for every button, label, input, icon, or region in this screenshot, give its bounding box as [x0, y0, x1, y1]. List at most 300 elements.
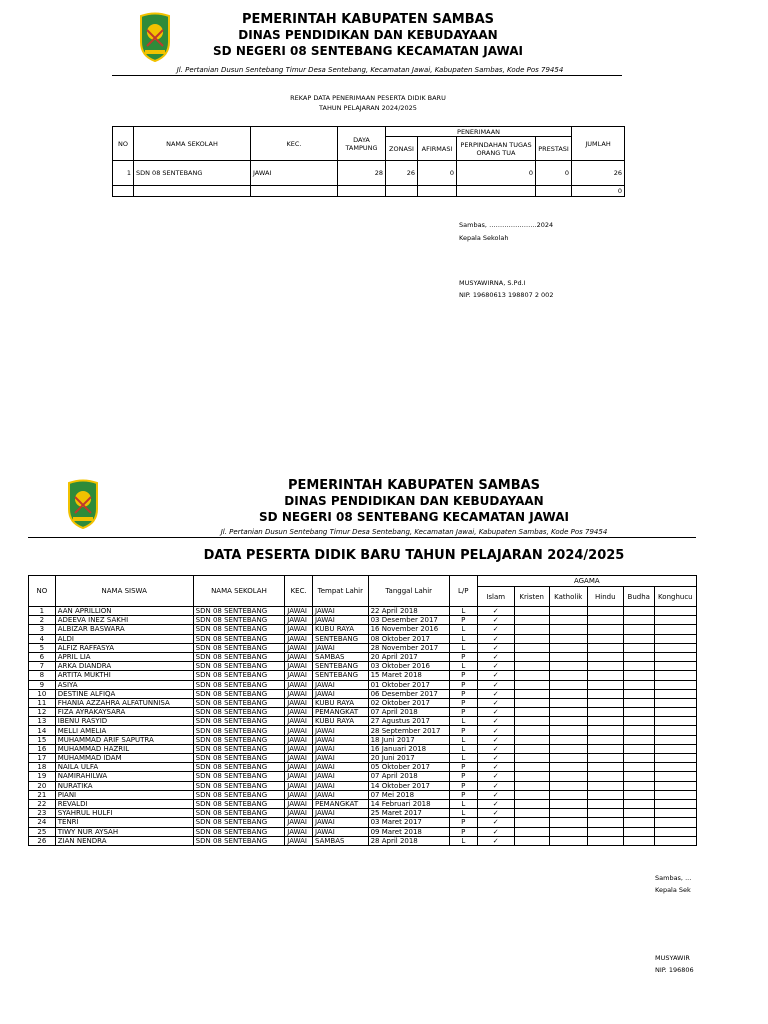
cell-religion-empty [623, 662, 654, 671]
cell-religion-empty [623, 827, 654, 836]
cell-date: 07 April 2018 [368, 708, 449, 717]
cell-date: 16 November 2016 [368, 625, 449, 634]
cell-religion-empty [654, 754, 696, 763]
cell-religion-empty [549, 717, 587, 726]
cell-religion-empty [549, 781, 587, 790]
cell-school: SDN 08 SENTEBANG [193, 763, 285, 772]
cell-kec: JAWAI [285, 754, 313, 763]
cell-islam: ✓ [477, 726, 514, 735]
cell-religion-empty [587, 809, 623, 818]
header-no: NO [29, 576, 56, 607]
students-table [28, 575, 697, 846]
cell-lp: L [449, 836, 477, 845]
cell-date: 09 Maret 2018 [368, 827, 449, 836]
cell-religion-empty [623, 790, 654, 799]
cell-islam: ✓ [477, 643, 514, 652]
cell-lp: L [449, 607, 477, 616]
table-row [29, 754, 697, 763]
cell-religion-empty [654, 717, 696, 726]
cell-religion-empty [549, 662, 587, 671]
cell-lp: P [449, 671, 477, 680]
cell-islam: ✓ [477, 625, 514, 634]
cell-kec: JAWAI [285, 717, 313, 726]
cell-lp: L [449, 744, 477, 753]
cell-no: 3 [29, 625, 56, 634]
cell-lp: L [449, 634, 477, 643]
cell-religion-empty [514, 754, 549, 763]
cell-no: 8 [29, 671, 56, 680]
cell-religion-empty [587, 643, 623, 652]
cell-religion-empty [587, 689, 623, 698]
cell-lp: P [449, 781, 477, 790]
cell-date: 14 Februari 2018 [368, 799, 449, 808]
cell-religion-empty [587, 662, 623, 671]
cell-name: SYAHRUL HULFI [55, 809, 193, 818]
cell-islam: ✓ [477, 689, 514, 698]
cell-no: 7 [29, 662, 56, 671]
cell-name: NURATIKA [55, 781, 193, 790]
cell-name: DESTINE ALFIQA [55, 689, 193, 698]
cell-religion-empty [549, 799, 587, 808]
cell-no: 6 [29, 652, 56, 661]
cell-name: ARTITA MUKTHI [55, 671, 193, 680]
signature-nip: NIP. 196806 [655, 966, 694, 974]
cell-kec: JAWAI [285, 790, 313, 799]
cell-religion-empty [654, 652, 696, 661]
cell-date: 15 Maret 2018 [368, 671, 449, 680]
cell-religion-empty [623, 643, 654, 652]
cell-religion-empty [549, 726, 587, 735]
signature-role: Kepala Sekolah [459, 234, 509, 242]
cell-religion-empty [623, 625, 654, 634]
cell-place: KUBU RAYA [313, 717, 369, 726]
cell-name: ASIYA [55, 680, 193, 689]
header-religion-budha: Budha [623, 587, 654, 607]
rekap-header-no: NO [113, 127, 134, 161]
cell-religion-empty [623, 708, 654, 717]
rekap-total: 0 [572, 186, 625, 197]
cell-religion-empty [549, 643, 587, 652]
cell-school: SDN 08 SENTEBANG [193, 726, 285, 735]
cell-religion-empty [654, 790, 696, 799]
cell-no: 24 [29, 818, 56, 827]
cell-religion-empty [654, 607, 696, 616]
signature-date: Sambas, ………………….2024 [459, 221, 554, 229]
cell-religion-empty [587, 735, 623, 744]
cell-name: PIANI [55, 790, 193, 799]
cell-no: 4 [29, 634, 56, 643]
cell-name: REVALDI [55, 799, 193, 808]
cell-kec: JAWAI [285, 625, 313, 634]
cell-name: MUHAMMAD ARIF SAPUTRA [55, 735, 193, 744]
cell-religion-empty [587, 772, 623, 781]
cell-religion-empty [514, 772, 549, 781]
cell-religion-empty [623, 763, 654, 772]
cell-name: ALBIZAR BASWARA [55, 625, 193, 634]
table-row [29, 809, 697, 818]
cell-place: JAWAI [313, 818, 369, 827]
cell-religion-empty [587, 717, 623, 726]
table-row [29, 763, 697, 772]
cell-religion-empty [654, 662, 696, 671]
cell-school: SDN 08 SENTEBANG [193, 625, 285, 634]
cell-religion-empty [654, 726, 696, 735]
cell-name: FHANIA AZZAHRA ALFATUNNISA [55, 698, 193, 707]
header-student-name: NAMA SISWA [55, 576, 193, 607]
cell-place: JAWAI [313, 689, 369, 698]
cell-no: 15 [29, 735, 56, 744]
rekap-header-perpindahan: PERPINDAHAN TUGAS ORANG TUA [457, 137, 536, 161]
cell-lp: L [449, 643, 477, 652]
cell-religion-empty [587, 698, 623, 707]
header-address: Jl. Pertanian Dusun Sentebang Timur Desa Sentebang, Kecamatan Jawai, Kabupaten Sambas, Kode Pos 79454 [176, 66, 564, 74]
cell-no: 20 [29, 781, 56, 790]
rekap-header-jumlah: JUMLAH [572, 127, 625, 161]
cell-religion-empty [654, 625, 696, 634]
cell-religion-empty [587, 763, 623, 772]
cell-school: SDN 08 SENTEBANG [193, 698, 285, 707]
cell-no: 21 [29, 790, 56, 799]
cell-school: SDN 08 SENTEBANG [193, 836, 285, 845]
cell-religion-empty [587, 607, 623, 616]
cell-place: JAWAI [313, 680, 369, 689]
cell-religion-empty [623, 818, 654, 827]
rekap-row: 1 SDN 08 SENTEBANG JAWAI 28 26 0 0 0 26 [113, 161, 625, 186]
cell-place: JAWAI [313, 790, 369, 799]
cell-school: SDN 08 SENTEBANG [193, 643, 285, 652]
cell-religion-empty [587, 836, 623, 845]
cell-religion-empty [549, 836, 587, 845]
cell-religion-empty [654, 680, 696, 689]
cell-religion-empty [623, 772, 654, 781]
cell-kec: JAWAI [285, 781, 313, 790]
cell-place: JAWAI [313, 763, 369, 772]
cell-kec: JAWAI [285, 689, 313, 698]
cell-religion-empty [514, 607, 549, 616]
cell-date: 27 Agustus 2017 [368, 717, 449, 726]
cell-kec: JAWAI [285, 735, 313, 744]
cell-religion-empty [623, 836, 654, 845]
table-row [29, 799, 697, 808]
cell-religion-empty [549, 827, 587, 836]
cell-no: 14 [29, 726, 56, 735]
cell-islam: ✓ [477, 763, 514, 772]
cell-place: PEMANGKAT [313, 708, 369, 717]
cell-no: 5 [29, 643, 56, 652]
cell-name: MUHAMMAD IDAM [55, 754, 193, 763]
cell-religion-empty [654, 809, 696, 818]
cell-islam: ✓ [477, 708, 514, 717]
cell-date: 18 Juni 2017 [368, 735, 449, 744]
cell-no: 10 [29, 689, 56, 698]
cell-islam: ✓ [477, 607, 514, 616]
cell-lp: L [449, 717, 477, 726]
cell-religion-empty [654, 763, 696, 772]
cell-religion-empty [623, 735, 654, 744]
cell-place: JAWAI [313, 607, 369, 616]
cell-place: SENTEBANG [313, 671, 369, 680]
cell-no: 11 [29, 698, 56, 707]
table-row [29, 643, 697, 652]
cell-islam: ✓ [477, 671, 514, 680]
table-row [29, 781, 697, 790]
cell-religion-empty [587, 726, 623, 735]
cell-religion-empty [654, 836, 696, 845]
table-row [29, 772, 697, 781]
cell-religion-empty [514, 689, 549, 698]
cell-date: 20 Juni 2017 [368, 754, 449, 763]
cell-lp: P [449, 652, 477, 661]
header-religion: AGAMA [477, 576, 696, 587]
cell-kec: JAWAI [285, 607, 313, 616]
cell-lp: P [449, 827, 477, 836]
table-row [29, 625, 697, 634]
cell-date: 08 Oktober 2017 [368, 634, 449, 643]
cell-islam: ✓ [477, 836, 514, 845]
table-row [29, 671, 697, 680]
cell-kec: JAWAI [285, 818, 313, 827]
cell-religion-empty [514, 698, 549, 707]
cell-religion-empty [549, 634, 587, 643]
cell-no: 9 [29, 680, 56, 689]
cell-religion-empty [549, 818, 587, 827]
cell-religion-empty [623, 671, 654, 680]
cell-place: JAWAI [313, 726, 369, 735]
cell-name: IBENU RASYID [55, 717, 193, 726]
cell-name: ARKA DIANDRA [55, 662, 193, 671]
rekap-header-school: NAMA SEKOLAH [134, 127, 251, 161]
cell-religion-empty [587, 625, 623, 634]
cell-name: ZIAN NENDRA [55, 836, 193, 845]
cell-no: 25 [29, 827, 56, 836]
cell-place: JAWAI [313, 744, 369, 753]
header-birthdate: Tanggal Lahir [368, 576, 449, 607]
cell-religion-empty [623, 607, 654, 616]
signature-date: Sambas, ... [655, 874, 692, 882]
rekap-header-capacity: DAYA TAMPUNG [338, 127, 386, 161]
cell-islam: ✓ [477, 662, 514, 671]
cell-kec: JAWAI [285, 744, 313, 753]
data-peserta-title: DATA PESERTA DIDIK BARU TAHUN PELAJARAN 2024/2025 [203, 548, 625, 563]
cell-religion-empty [514, 744, 549, 753]
cell-kec: JAWAI [285, 671, 313, 680]
cell-religion-empty [514, 827, 549, 836]
table-row [29, 827, 697, 836]
header-school: SD NEGERI 08 SENTEBANG KECAMATAN JAWAI [213, 44, 523, 58]
cell-religion-empty [623, 809, 654, 818]
header-address: Jl. Pertanian Dusun Sentebang Timur Desa Sentebang, Kecamatan Jawai, Kabupaten Sambas, Kode Pos 79454 [220, 528, 608, 536]
table-row [29, 698, 697, 707]
cell-lp: P [449, 763, 477, 772]
cell-religion-empty [654, 643, 696, 652]
cell-kec: JAWAI [285, 799, 313, 808]
cell-religion-empty [587, 616, 623, 625]
cell-name: ALDI [55, 634, 193, 643]
cell-no: 17 [29, 754, 56, 763]
cell-place: SAMBAS [313, 836, 369, 845]
cell-date: 07 April 2018 [368, 772, 449, 781]
cell-place: JAWAI [313, 754, 369, 763]
cell-kec: JAWAI [285, 827, 313, 836]
header-school: SD NEGERI 08 SENTEBANG KECAMATAN JAWAI [259, 510, 569, 524]
header-religion-konghucu: Konghucu [654, 587, 696, 607]
cell-date: 03 Desember 2017 [368, 616, 449, 625]
cell-religion-empty [654, 735, 696, 744]
table-row [29, 735, 697, 744]
cell-religion-empty [549, 790, 587, 799]
table-row [29, 790, 697, 799]
cell-religion-empty [514, 763, 549, 772]
cell-religion-empty [514, 671, 549, 680]
table-row [29, 689, 697, 698]
cell-religion-empty [654, 772, 696, 781]
cell-religion-empty [587, 754, 623, 763]
header-religion-kristen: Kristen [514, 587, 549, 607]
cell-date: 25 Maret 2017 [368, 809, 449, 818]
header-gender: L/P [449, 576, 477, 607]
cell-name: NAMIRAHILWA [55, 772, 193, 781]
cell-religion-empty [549, 754, 587, 763]
header-divider [112, 75, 622, 76]
cell-religion-empty [587, 799, 623, 808]
cell-kec: JAWAI [285, 763, 313, 772]
cell-religion-empty [587, 790, 623, 799]
cell-date: 02 Oktober 2017 [368, 698, 449, 707]
cell-religion-empty [549, 607, 587, 616]
cell-religion-empty [587, 671, 623, 680]
table-row [29, 634, 697, 643]
table-row [29, 726, 697, 735]
cell-religion-empty [549, 680, 587, 689]
signature-name: MUSYAWIRNA, S.Pd.I [459, 279, 526, 287]
cell-religion-empty [623, 689, 654, 698]
cell-religion-empty [549, 708, 587, 717]
cell-islam: ✓ [477, 799, 514, 808]
cell-kec: JAWAI [285, 652, 313, 661]
cell-religion-empty [623, 698, 654, 707]
rekap-header-afirmasi: AFIRMASI [418, 137, 457, 161]
cell-islam: ✓ [477, 616, 514, 625]
cell-lp: P [449, 708, 477, 717]
cell-place: JAWAI [313, 827, 369, 836]
cell-religion-empty [549, 671, 587, 680]
cell-islam: ✓ [477, 818, 514, 827]
header-government: PEMERINTAH KABUPATEN SAMBAS [287, 478, 541, 493]
cell-kec: JAWAI [285, 643, 313, 652]
cell-islam: ✓ [477, 698, 514, 707]
header-religion-islam: Islam [477, 587, 514, 607]
cell-date: 28 November 2017 [368, 643, 449, 652]
cell-place: SENTEBANG [313, 662, 369, 671]
cell-religion-empty [654, 799, 696, 808]
cell-school: SDN 08 SENTEBANG [193, 662, 285, 671]
cell-islam: ✓ [477, 717, 514, 726]
cell-place: KUBU RAYA [313, 698, 369, 707]
cell-islam: ✓ [477, 652, 514, 661]
rekap-header-kec: KEC. [251, 127, 338, 161]
cell-name: MELLI AMELIA [55, 726, 193, 735]
cell-school: SDN 08 SENTEBANG [193, 809, 285, 818]
signature-nip: NIP. 19680613 198807 2 002 [459, 291, 554, 299]
cell-religion-empty [623, 726, 654, 735]
cell-name: ADEEVA INEZ SAKHI [55, 616, 193, 625]
cell-religion-empty [514, 717, 549, 726]
cell-religion-empty [654, 634, 696, 643]
cell-no: 2 [29, 616, 56, 625]
header-kec: KEC. [285, 576, 313, 607]
cell-religion-empty [514, 616, 549, 625]
cell-lp: L [449, 735, 477, 744]
cell-name: TIWY NUR AYSAH [55, 827, 193, 836]
cell-religion-empty [654, 781, 696, 790]
cell-religion-empty [514, 790, 549, 799]
cell-school: SDN 08 SENTEBANG [193, 634, 285, 643]
table-row [29, 818, 697, 827]
cell-no: 23 [29, 809, 56, 818]
cell-name: AAN APRILLION [55, 607, 193, 616]
signature-role: Kepala Sek [655, 886, 691, 894]
cell-place: JAWAI [313, 735, 369, 744]
cell-name: NAILA ULFA [55, 763, 193, 772]
cell-religion-empty [514, 625, 549, 634]
cell-school: SDN 08 SENTEBANG [193, 818, 285, 827]
cell-religion-empty [623, 717, 654, 726]
cell-religion-empty [514, 662, 549, 671]
header-birthplace: Tempat Lahir [313, 576, 369, 607]
cell-place: JAWAI [313, 772, 369, 781]
cell-place: JAWAI [313, 643, 369, 652]
cell-religion-empty [587, 827, 623, 836]
cell-religion-empty [549, 652, 587, 661]
rekap-total-row [113, 186, 625, 197]
cell-date: 07 Mei 2018 [368, 790, 449, 799]
table-row [29, 680, 697, 689]
rekap-table [112, 126, 625, 197]
cell-kec: JAWAI [285, 708, 313, 717]
cell-date: 16 Januari 2018 [368, 744, 449, 753]
rekap-year: TAHUN PELAJARAN 2024/2025 [319, 104, 417, 112]
cell-kec: JAWAI [285, 772, 313, 781]
cell-lp: L [449, 754, 477, 763]
cell-no: 12 [29, 708, 56, 717]
cell-religion-empty [654, 744, 696, 753]
header-religion-hindu: Hindu [587, 587, 623, 607]
cell-name: APRIL LIA [55, 652, 193, 661]
cell-religion-empty [623, 652, 654, 661]
cell-religion-empty [514, 680, 549, 689]
cell-school: SDN 08 SENTEBANG [193, 754, 285, 763]
cell-islam: ✓ [477, 634, 514, 643]
cell-islam: ✓ [477, 744, 514, 753]
cell-school: SDN 08 SENTEBANG [193, 689, 285, 698]
cell-religion-empty [514, 652, 549, 661]
cell-religion-empty [587, 781, 623, 790]
table-row [29, 607, 697, 616]
cell-religion-empty [623, 781, 654, 790]
cell-lp: P [449, 726, 477, 735]
cell-school: SDN 08 SENTEBANG [193, 671, 285, 680]
cell-religion-empty [654, 698, 696, 707]
cell-religion-empty [549, 763, 587, 772]
cell-place: JAWAI [313, 809, 369, 818]
table-row [29, 662, 697, 671]
rekap-header-zonasi: ZONASI [386, 137, 418, 161]
header-school-name: NAMA SEKOLAH [193, 576, 285, 607]
table-row [29, 616, 697, 625]
cell-lp: P [449, 818, 477, 827]
cell-date: 28 September 2017 [368, 726, 449, 735]
rekap-title: REKAP DATA PENERIMAAN PESERTA DIDIK BARU [290, 94, 446, 102]
